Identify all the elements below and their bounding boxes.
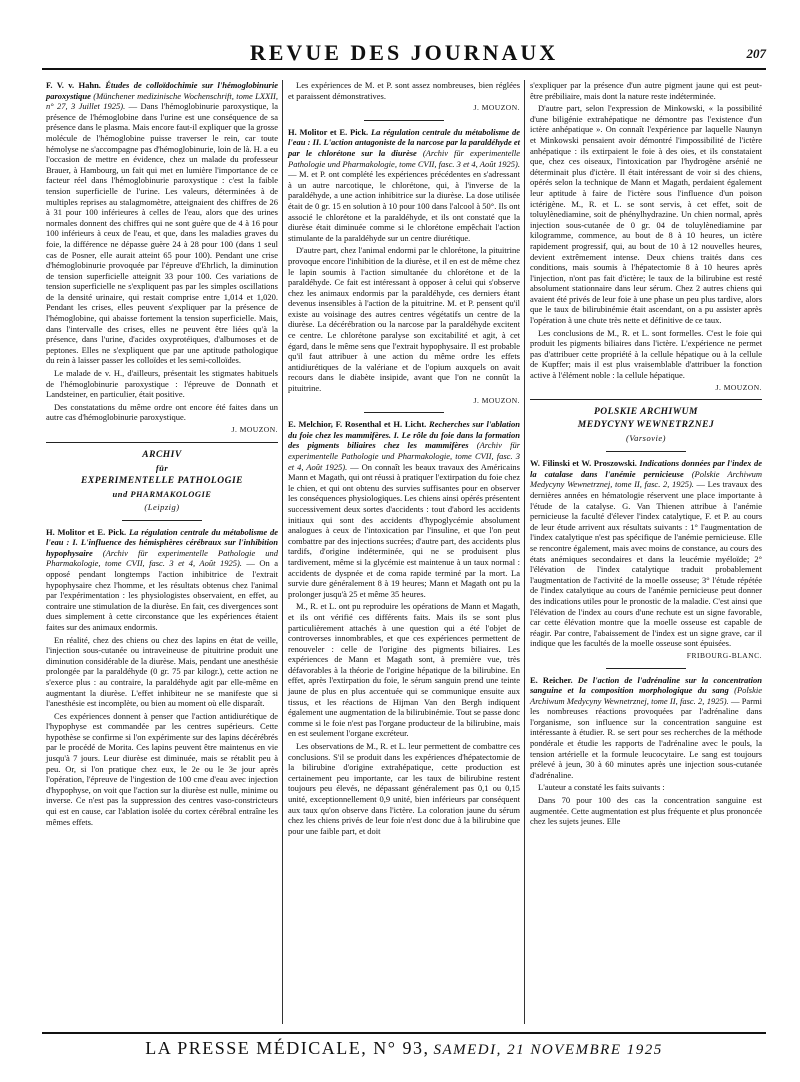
section-rule bbox=[606, 668, 686, 669]
section-rule bbox=[364, 120, 444, 121]
journal-heading-line: ARCHIV bbox=[142, 449, 182, 460]
journal-section-title: REVUE DES JOURNAUX bbox=[249, 40, 559, 65]
footer-date: SAMEDI, 21 NOVEMBRE 1925 bbox=[433, 1042, 663, 1058]
article-hahn bbox=[46, 80, 278, 366]
article-text: — On connaît les beaux travaux des Américains Mann et Magath, qui ont réussi à pratiquer l'extirpation du foie chez le chien, et qui ont obtenu des survies suffisantes pour en observer les conséquences physiologiques. Les chiens ainsi opérés présentent successivement deux sortes d'accidents : tout d'abord les accidents initiaux qui sont des accidents d'hypoglycémie absolument analogues à ceux de l'intoxication par l'insuline, et que l'on peut combattre par des injections sucrées; d'autre part, des accidents plus tardifs, d'origine indéterminée, qui ne se produisent plus tardivement, même si la glycémie est maintenue à un taux normal : accidents de dyspnée et de coma rapide terminé par la mort. La survie dure généralement 8 à 19 heures; Mann et Magath ont pu la prolonger jusqu'à 25 et même 35 heures. bbox=[288, 461, 520, 599]
section-rule bbox=[46, 442, 278, 443]
paragraph: D'autre part, chez l'animal endormi par le chlorétone, la pituitrine provoque encore l'inhibition de la diurèse, et il en est de même chez le lapin soumis à l'action simultanée du chlorétone et de la paraldéhyde. Ce fait est intéressant à opposer à celui qui s'observe chez les animaux endormis par la paraldéhyde, ces derniers étant devenus insensibles à l'action de la pituitrine. M. et P. pensent qu'il existe au voisinage des autres centres végétatifs un centre de la diurèse. La décérébration ou la narcose par la paraldéhyde excitent ce centre. Le chlorétone paralyse son excitabilité et agit, à cet égard, dans le même sens que l'extrait hypophysaire. Il est probable qu'il faut attribuer à une action du même ordre les effets antidiurétiques de la valériane et de l'opium auxquels on avait recours dans le diabète insipide, avant que l'on ne connût la pituitrine. bbox=[288, 245, 520, 394]
article-author: E. Melchior, F. Rosenthal et H. Licht. bbox=[288, 419, 427, 430]
paragraph: En réalité, chez des chiens ou chez des lapins en état de veille, l'injection sous-cutanée ou intraveineuse de pituitrine produit une diminution considérable de la diurèse. Mais, pendant une anesthésie prolongée par la paraldéhyde (0 gr. 75 par kilogr.), cette action ne s'exerce plus : au contraire, la paraldéhyde agit par elle-même en augmentant la diurèse. L'effet inhibiteur ne se manifeste que si l'anesthésie est incomplète, ou bien au moment où elle disparaît. bbox=[46, 634, 278, 709]
paragraph: Le malade de v. H., d'ailleurs, présentait les stigmates habituels de l'hémoglobinurie paroxystique : l'épreuve de Donnath et Landsteiner, en particulier, était positive. bbox=[46, 368, 278, 400]
article-filinski bbox=[530, 458, 762, 649]
column-divider bbox=[524, 80, 525, 1024]
article-title: Études de colloïdochimie sur l'hémoglobinurie paroxystique bbox=[46, 80, 278, 101]
column-divider bbox=[282, 80, 283, 1024]
page-number: 207 bbox=[746, 46, 766, 61]
paragraph: D'autre part, selon l'expression de Minkowski, « la possibilité d'une biligénie extrahépatique ne démontre pas l'existence d'un ictère anhépatique ». On connaît l'expérience par laquelle Naunyn et Minkowski pensaient avoir démontré l'impossibilité de l'ictère anhépatique : ils extirpaient le foie à des oies, et ils constataient que, chez ces oiseaux, l'intoxication par l'hydrogène arsénié ne déterminait plus d'ictère. Il était intéressant de voir si des chiens, opérés selon la technique de Mann et Magath, perdaient également leur aptitude à faire de l'ictère sous l'influence d'un poison ictérigène. M., R. et L. se sont servis, à cet effet, soit de toluylènediamine, soit de phénylhydrazine. Un chien normal, après injection sous-cutanée de 0 gr. 04 de toluylènediamine par kilogramme, commence, au bout de 8 à 10 heures, un ictère rapidement progressif, qui, au bout de 10 à 12 nouvelles heures, devient extrêmement intense. Deux chiens traités dans ces conditions, mais soumis à l'hépatectomie 8 à 10 heures après l'injection, n'ont pas fait d'ictère; le taux de la bilirubine est resté absolument stationnaire dans leur sérum. Chez 2 autres chiens qui avaient été privés de leur foie à une phase un peu plus tardive, alors que le taux de bilirubinémie était ascendant, on a pu assister après l'opération à une chute très nette et définitive de ce taux. bbox=[530, 103, 762, 326]
journal-heading bbox=[530, 406, 762, 445]
journal-heading bbox=[46, 449, 278, 514]
page-footer bbox=[42, 1032, 766, 1060]
article-reference: (Archiv für experimentelle Pathologie und Pharmakologie, tome CVII, fasc. 3 et 4, Août 1925). bbox=[288, 147, 521, 169]
paragraph: Les expériences de M. et P. sont assez nombreuses, bien réglées et paraissent démonstratives. bbox=[288, 80, 520, 101]
column-1 bbox=[46, 80, 278, 829]
article-signature: J. MOUZON. bbox=[473, 103, 520, 113]
paragraph: Les observations de M., R. et L. leur permettent de combattre ces conclusions. S'il se produit dans les expériences d'hépatectomie de la bilirubine d'origine extrahépatique, cette production est certainement peu importante, car les taux de bilirubine restent toujours peu élevés, ne dépassant généralement pas 0,1 ou 0,15 unité, exceptionnellement 0,9 unité, bien inférieurs par conséquent aux taux qu'on observe dans l'ictère. La coloration jaune du sérum chez les chiens privés de leur foie n'est donc due à la bilirubine que pour une faible part, et doit bbox=[288, 741, 520, 836]
column-3 bbox=[530, 80, 762, 829]
article-title: La régulation centrale du métabolisme de l'eau : I. L'influence des hémisphères cérébraux sur l'inhibition hypophysaire bbox=[46, 526, 278, 558]
paragraph: Les conclusions de M., R. et L. sont formelles. C'est le foie qui produit les pigments biliaires dans l'ictère. L'expérience ne permet pas d'attribuer cette propriété à la cellule hépatique ou à la cellule de Kupffer; mais il est plus vraisemblable d'attribuer la fonction active à l'élément noble : la cellule hépatique. bbox=[530, 327, 762, 381]
article-reference: (Polskie Archiwum Medycyny Wewnetrznej, tome II, fasc. 2, 1925). bbox=[530, 468, 763, 490]
article-signature: J. MOUZON. bbox=[231, 425, 278, 434]
article-reference: (Archiv für experimentelle Pathologie und Pharmakologie, tome CVII, fasc. 3 et 4, Août 1925). bbox=[46, 547, 278, 569]
section-rule bbox=[122, 520, 202, 521]
journal-heading-line: MEDYCYNY WEWNETRZNEJ bbox=[577, 420, 715, 431]
article-author: E. Reicher. bbox=[530, 674, 573, 685]
footer-journal: LA PRESSE MÉDICALE, N° 93, bbox=[145, 1038, 430, 1058]
article-author: F. V. v. Hahn. bbox=[46, 80, 101, 90]
article-melchior bbox=[288, 419, 520, 599]
paragraph: Dans 70 pour 100 des cas la concentration sanguine est augmentée. Cette augmentation est plus fréquente et plus prononcée chez les sujets jeunes. Elle bbox=[530, 795, 762, 827]
column-2 bbox=[288, 80, 520, 838]
journal-place: (Varsovie) bbox=[626, 433, 666, 444]
article-molitor-pick-1 bbox=[46, 527, 278, 633]
paragraph: Ces expériences donnent à penser que l'action antidiurétique de l'hypophyse est commandée par les centres supérieurs. Cette hypothèse se confirme si l'on expérimente sur des lapins décérébrés par le procédé de Morita. Ces lapins peuvent être maintenus en vie jusqu'à 7 jours. Leur diurèse est diminuée, mais se rétablit peu à peu. Or, si l'on pratique chez eux, le 2e ou le 3e jour après l'opération, l'épreuve de l'ingestion de 100 cme d'eau avec injection d'hypophyse, on voit que l'action sur la diurèse est nulle, minime ou inverse. Ce n'est pas la suppression des centres vaso-constricteurs qui est en cause, car l'ablation isolée du cortex cérébral entraîne les mêmes effets. bbox=[46, 710, 278, 827]
article-text: — Parmi les nombreuses réactions provoquées par l'adrénaline dans l'organisme, son influence sur la concentration sanguine est intéressante à étudier. R. se sert pour ses recherches de la méthode pondérale et étudie les rapports de l'adrénaline avec le pouls, la tension artérielle et la formule leucocytaire. Le sang est toujours prélevé à jeun, 30 à 60 minutes après une injection sous-cutanée d'adrénaline. bbox=[530, 695, 763, 780]
journal-heading-line: für bbox=[155, 462, 169, 473]
paragraph: L'auteur a constaté les faits suivants : bbox=[538, 782, 665, 793]
article-text: — On a opposé pendant longtemps l'action inhibitrice de l'extrait hypophysaire chez l'homme, et les résultats obtenus chez l'animal par l'expérimentation : les physiologistes observaient, en effet, au contraire une stimulation de la diurèse. En fait, ces divergences sont dues simplement à cette circonstance que les expériences étaient faites sur des animaux endormis. bbox=[46, 558, 279, 632]
article-signature: J. MOUZON. bbox=[473, 395, 520, 405]
journal-heading-line: und PHARMAKOLOGIE bbox=[112, 488, 212, 499]
page-header bbox=[42, 38, 766, 70]
article-reference: (Archiv für experimentelle Pathologie und Pharmakologie, tome CVII, fasc. 3 et 4, Août 1925). bbox=[288, 440, 521, 472]
article-molitor-pick-2 bbox=[288, 127, 520, 244]
article-title: La régulation centrale du métabolisme de l'eau : II. L'action antagoniste de la narcose par la paraldéhyde et par le chlorétone sur la diurèse bbox=[288, 126, 520, 158]
journal-place: (Leipzig) bbox=[144, 501, 180, 512]
article-author: H. Molitor et E. Pick. bbox=[288, 126, 369, 137]
article-text: — Dans l'hémoglobinurie paroxystique, la présence de l'hémoglobine dans l'urine est une conséquence de sa présence dans le plasma. Mais encore faut-il expliquer que la grosse molécule de l'hémoglobine puisse traverser le rein, car toute hémolyse ne s'accompagne pas d'hémoglobinurie, loin de là. H. a eu l'occasion de mettre en évidence, chez un malade du professeur Brauer, à Hambourg, un fait qui met en lumière l'importance de ce facteur réel dans l'hémoglobinurie paroxystique : c'est la faible tension superficielle de l'urine. Les valeurs, déterminées à de multiples reprises au stalagmomètre, atteignaient des chiffres de 26 à 31 pour 100 inférieures à celles de l'eau, alors que des urines normales donnent des chiffres qui ne sont guère que de 4 à 16 pour 100 inférieurs à ceux de l'eau, et que, dans les maladies graves du foie, la différence ne dépasse guère 24 à 28 pour 100 (dans 1 seul cas de Posner, elle aurait atteint 65 pour 100). Pendant une crise d'hémoglobinurie provoquée par l'épreuve d'Ehrlich, la diminution de tension superficielle atteignit 33 pour 100. Ces variations de tension superficielle ne s'expliquent pas par les simples oscillations de la densité urinaire, qui restait comprise entre 1,014 et 1,020. Pendant les crises, elles peuvent s'expliquer par la présence de l'hémoglobine, qui abaisse fortement la tension superficielle. Mais, dans l'intervalle des crises, elles ne peuvent être liées qu'à la présence, dans l'urine, d'acides oxyprotéiques, d'albumoses et de peptones. Elles ne s'expliquent que par une aptitude pathologique du rein à laisser passer les colloïdes et les semi-colloïdes. bbox=[46, 101, 279, 366]
paragraph: Des constatations du même ordre ont encore été faites dans un autre cas d'hémoglobinurie paroxystique. bbox=[46, 401, 278, 423]
article-author: W. Filinski et W. Proszowski. bbox=[530, 458, 637, 469]
article-signature: J. MOUZON. bbox=[715, 382, 762, 392]
article-reference: (Polskie Archiwum Medycyny Wewnetrznej, tome II, fasc. 2, 1925). bbox=[530, 685, 763, 706]
article-title: Recherches sur l'ablation du foie chez les mammifères. I. Le rôle du foie dans la formation des pigments biliaires chez les mammifères bbox=[288, 419, 520, 451]
article-author: H. Molitor et E. Pick. bbox=[46, 526, 127, 537]
section-rule bbox=[530, 399, 762, 400]
article-title: Indications données par l'index de la catalase dans l'anémie pernicieuse bbox=[530, 458, 763, 479]
section-rule bbox=[606, 451, 686, 452]
paragraph: M., R. et L. ont pu reproduire les opérations de Mann et Magath, et ils ont vérifié ces différents faits. Mais ils se sont plus particulièrement attachés à une question qui a été l'objet de controverses innombrables, et que ces expériences permettent de renouveler : celle de l'origine des pigments biliaires. Les expériences de Mann et Magath sont, à première vue, très défavorables à la théorie de l'origine hépatique de la bilirubine. En effet, après l'extirpation du foie, le sérum sanguin prend une teinte jaune de plus en plus accentuée qui se communique ensuite aux tissus, et les réactions de Hijman Van den Bergh indiquent également une augmentation de la bilirubinémie. Tout se passe donc comme si le foie n'est pas l'organe producteur de la bilirubine, mais en est seulement l'organe excréteur. bbox=[288, 601, 520, 739]
article-reference: (Münchener medizinische Wochenschrift, tome LXXII, n° 27, 3 Juillet 1925). bbox=[46, 90, 279, 112]
article-signature: FRIBOURG-BLANC. bbox=[686, 650, 762, 660]
article-reicher bbox=[530, 675, 762, 781]
paragraph: s'expliquer par la présence d'un autre pigment jaune qui est peut-être prébiliaire, mais dont la nature reste indéterminée. bbox=[530, 80, 762, 101]
section-rule bbox=[364, 412, 444, 413]
article-text: — M. et P. ont complété les expériences précédentes en s'adressant à un autre narcotique, le chlorétone, qui, à l'inverse de la paraldéhyde, a une action inhibitrice sur la diurèse. La dose utilisée était de 0 gr. 15 en solution à 10 pour 100 dans l'alcool à 50°. Ils ont associé le chlorétone et la paraldéhyde, et ils ont constaté que la diurèse était diminuée comme si le chlorétone empêchait l'action stimulante de la paraldéhyde sur un centre diurétique. bbox=[288, 169, 520, 243]
article-text: — Les travaux des dernières années en hématologie réservent une place importante à l'étude de la catalyse. G. Van Thienen attribue à l'anémie pernicieuse la faculté d'élever l'index catalytique, F. et P. au cours de leur étude arrivent aux résultats suivants : 1° l'augmentation de l'index catalytique n'est pas spécifique de l'anémie pernicieuse. Elle se rencontre également, mais avec moins de constance, au cours des états anémiques secondaires et dans la leucémie myéloïde; 2° l'élévation de l'index catalytique traduit probablement l'augmentation de l'activité de la moelle osseuse; 3° l'étude répétée de l'index catalytique au cours de l'anémie pernicieuse peut donner des indications utiles pour le pronostic de la maladie. C'est ainsi que l'élévation de l'index au cours d'une rechute est un signe favorable, car cette élévation montre que la moelle osseuse est capable de réagir. Par contre, l'abaissement de l'index est un signe grave, car il indique que les facultés de la moelle osseuse sont épuisées. bbox=[530, 479, 762, 649]
journal-heading-line: EXPERIMENTELLE PATHOLOGIE bbox=[81, 475, 243, 486]
journal-heading-line: POLSKIE ARCHIWUM bbox=[594, 407, 698, 418]
article-title: De l'action de l'adrénaline sur la concentration sanguine et la composition morphologique du sang bbox=[530, 674, 763, 696]
